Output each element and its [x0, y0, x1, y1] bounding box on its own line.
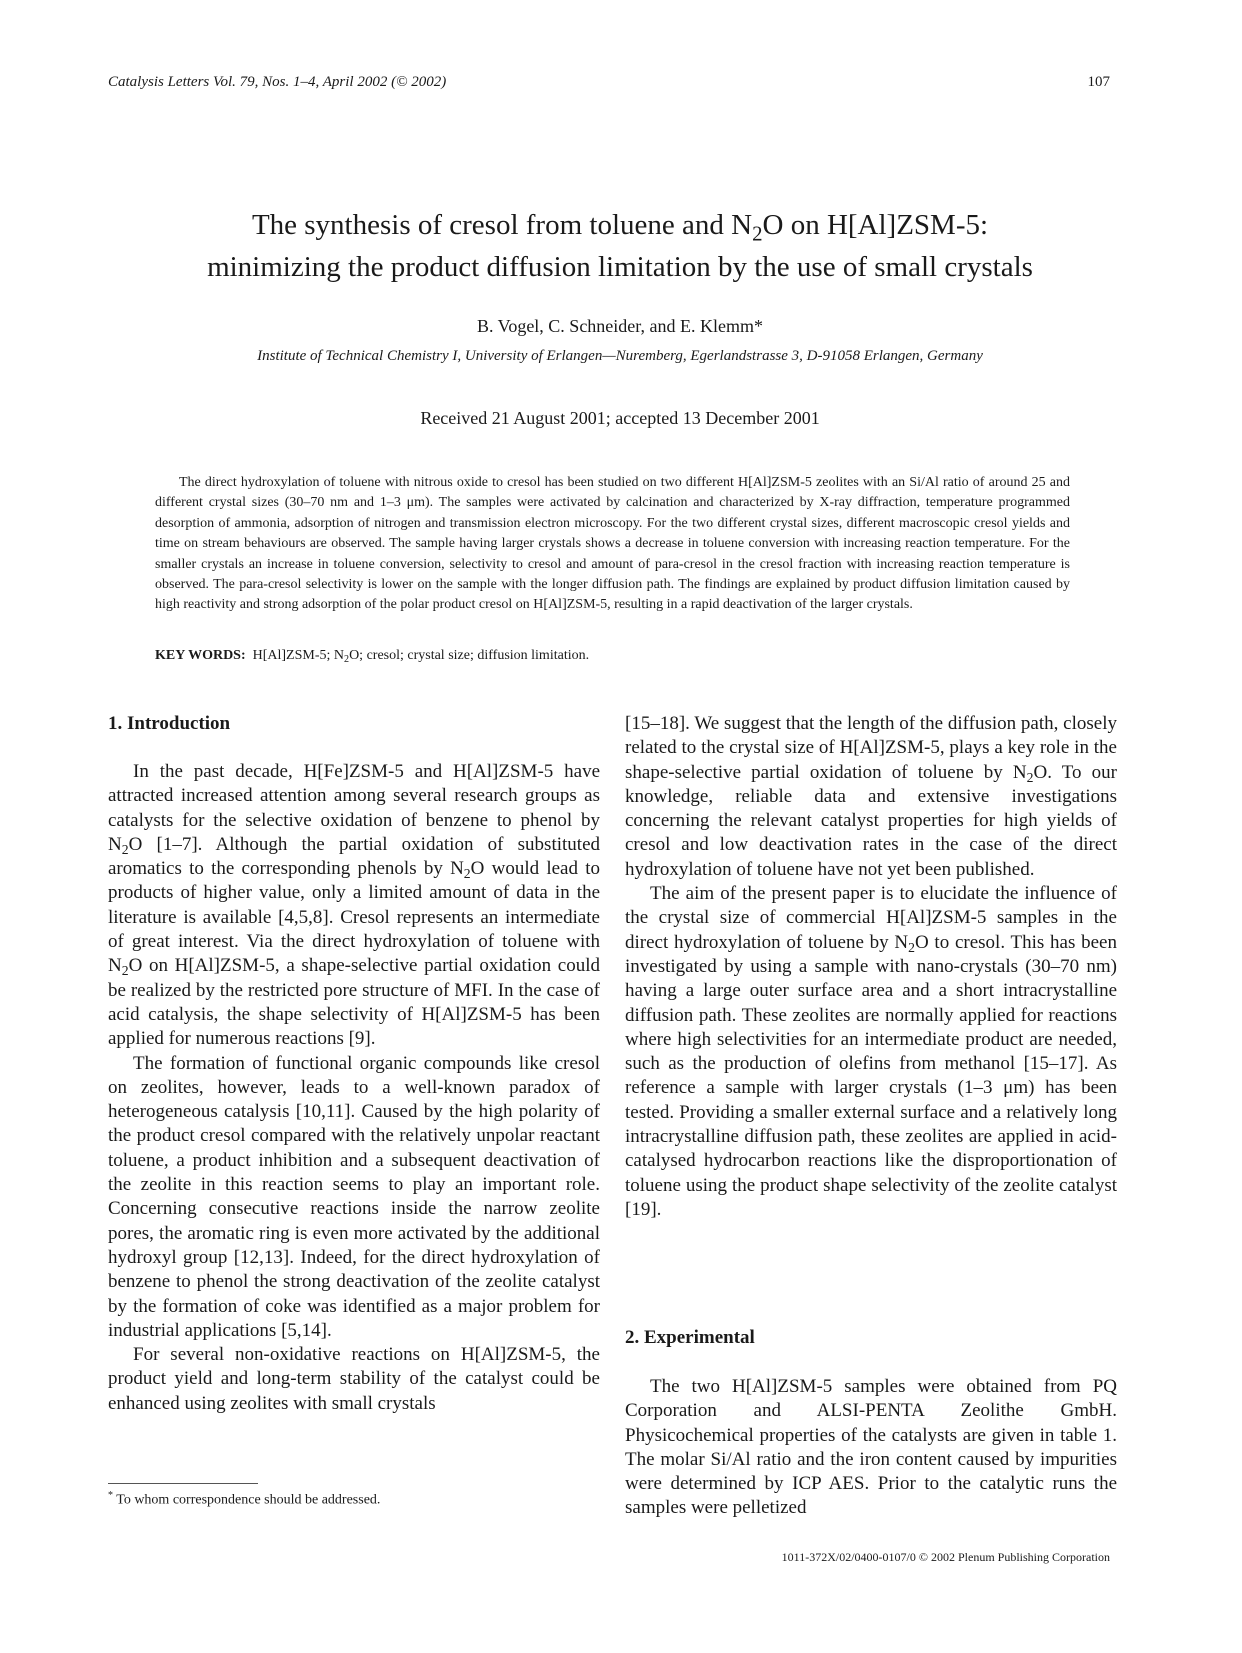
title-line-2: minimizing the product diffusion limitation by the use of small crystals [207, 251, 1033, 283]
title-text: The synthesis of cresol from toluene and N [251, 209, 753, 241]
footnote-rule [108, 1483, 258, 1484]
paragraph: For several non-oxidative reactions on H[Al]ZSM-5, the product yield and long-term stability of the catalyst could be enhanced using zeolites with small crystals [108, 1344, 600, 1414]
paragraph: The two H[Al]ZSM-5 samples were obtained from PQ Corporation and ALSI-PENTA Zeolithe GmbH. Physicochemical properties of the catalysts are given in table 1. The molar Si/Al ratio and the iron content caused by impurities were determined by ICP AES. Prior to the catalytic runs the samples were pelletized [625, 1376, 1117, 1519]
running-head: Catalysis Letters Vol. 79, Nos. 1–4, April 2002 (© 2002) [108, 74, 447, 90]
experimental-text [625, 1375, 1117, 1521]
keywords-text: H[Al]ZSM-5; N [252, 648, 345, 663]
authors: B. Vogel, C. Schneider, and E. Klemm* [476, 316, 764, 336]
section-heading-introduction: 1. Introduction [108, 713, 231, 734]
abstract: The direct hydroxylation of toluene with nitrous oxide to cresol has been studied on two different H[Al]ZSM-5 zeolites with an Si/Al ratio of around 25 and different crystal sizes (30–70 nm and 1–3 μm). The samples were activated by calcination and characterized by X-ray diffraction, temperature programmed desorption of ammonia, adsorption of nitrogen and transmission electron microscopy. For the two different crystal sizes, different macroscopic cresol yields and time on stream behaviours are observed. The sample having larger crystals shows a decrease in toluene conversion with increasing reaction temperature. For the smaller crystals an increase in toluene conversion, selectivity to cresol and amount of para-cresol in the cresol fraction with increasing reaction temperature is observed. The para-cresol selectivity is lower on the sample with the longer diffusion path. The findings are explained by product diffusion limitation caused by high reactivity and strong adsorption of the polar product cresol on H[Al]ZSM-5, resulting in a rapid deactivation of the larger crystals. [155, 475, 1070, 613]
paragraph: [15–18]. We suggest that the length of the diffusion path, closely related to the crystal size of H[Al]ZSM-5, plays a key role in the shape-selective partial oxidation of toluene by $N_2O$. To our knowledge, reliable data and extensive investigations concerning the relevant catalyst properties for high yields of cresol and low deactivation rates in the case of the direct hydroxylation of toluene have not yet been published. [625, 713, 1118, 880]
section-heading-experimental: 2. Experimental [625, 1327, 755, 1348]
keywords-text: O; cresol; crystal size; diffusion limitation. [349, 648, 590, 663]
footnote-mark: * [108, 1490, 113, 1501]
title-line-1 [80, 204, 1160, 246]
footnote-text: To whom correspondence should be addressed. [113, 1492, 381, 1508]
article-title [80, 204, 1160, 288]
title-subscript: 2 [752, 221, 763, 246]
right-column [625, 712, 1117, 1222]
left-column [108, 760, 600, 1416]
paragraph: In the past decade, H[Fe]ZSM-5 and H[Al]ZSM-5 have attracted increased attention among several research groups as catalysts for the selective oxidation of benzene to phenol by $N_2O$ [1–7]. Although the partial oxidation of substituted aromatics to the corresponding phenols by $N_2O$ would lead to products of higher value, only a limited amount of data in the literature is available [4,5,8]. Cresol represents an intermediate of great interest. Via the direct hydroxylation of toluene with $N_2O$ on H[Al]ZSM-5, a shape-selective partial oxidation could be realized by the restricted pore structure of MFI. In the case of acid catalysis, the shape selectivity of H[Al]ZSM-5 has been applied for numerous reactions [9]. [108, 761, 600, 1050]
received-dates: Received 21 August 2001; accepted 13 December 2001 [420, 408, 820, 428]
copyright-line: 1011-372X/02/0400-0107/0 © 2002 Plenum Publishing Corporation [781, 1550, 1110, 1564]
title-text: O on H[Al]ZSM-5: [762, 209, 989, 241]
paragraph: The aim of the present paper is to elucidate the influence of the crystal size of commercial H[Al]ZSM-5 samples in the direct hydroxylation of toluene by $N_2O$ to cresol. This has been investigated by using a sample with nano-crystals (30–70 nm) having a large outer surface area and a short intracrystalline diffusion path. These zeolites are normally applied for reactions where high selectivities for an intermediate product are needed, such as the production of olefins from methanol [15–17]. As reference a sample with larger crystals (1–3 μm) has been tested. Providing a smaller external surface and a relatively long intracrystalline diffusion path, these zeolites are applied in acid-catalysed hydrocarbon reactions like the disproportionation of toluene using the product shape selectivity of the zeolite catalyst [19]. [625, 883, 1117, 1220]
footnote [108, 1490, 380, 1509]
affiliation: Institute of Technical Chemistry I, University of Erlangen—Nuremberg, Egerlandstrasse 3, D-91058 Erlangen, Germany [257, 348, 983, 364]
keywords [155, 648, 1070, 664]
keywords-label: KEY WORDS: [155, 648, 246, 663]
page-number: 107 [1087, 74, 1110, 90]
keywords-subscript: 2 [344, 654, 350, 666]
paragraph: The formation of functional organic compounds like cresol on zeolites, however, leads to a well-known paradox of heterogeneous catalysis [10,11]. Caused by the high polarity of the product cresol compared with the relatively unpolar reactant toluene, a product inhibition and a subsequent deactivation of the zeolite in this reaction seems to play an important role. Concerning consecutive reactions inside the narrow zeolite pores, the aromatic ring is even more activated by the additional hydroxyl group [12,13]. Indeed, for the direct hydroxylation of benzene to phenol the strong deactivation of the zeolite catalyst by the formation of coke was identified as a major problem for industrial applications [5,14]. [108, 1052, 600, 1341]
